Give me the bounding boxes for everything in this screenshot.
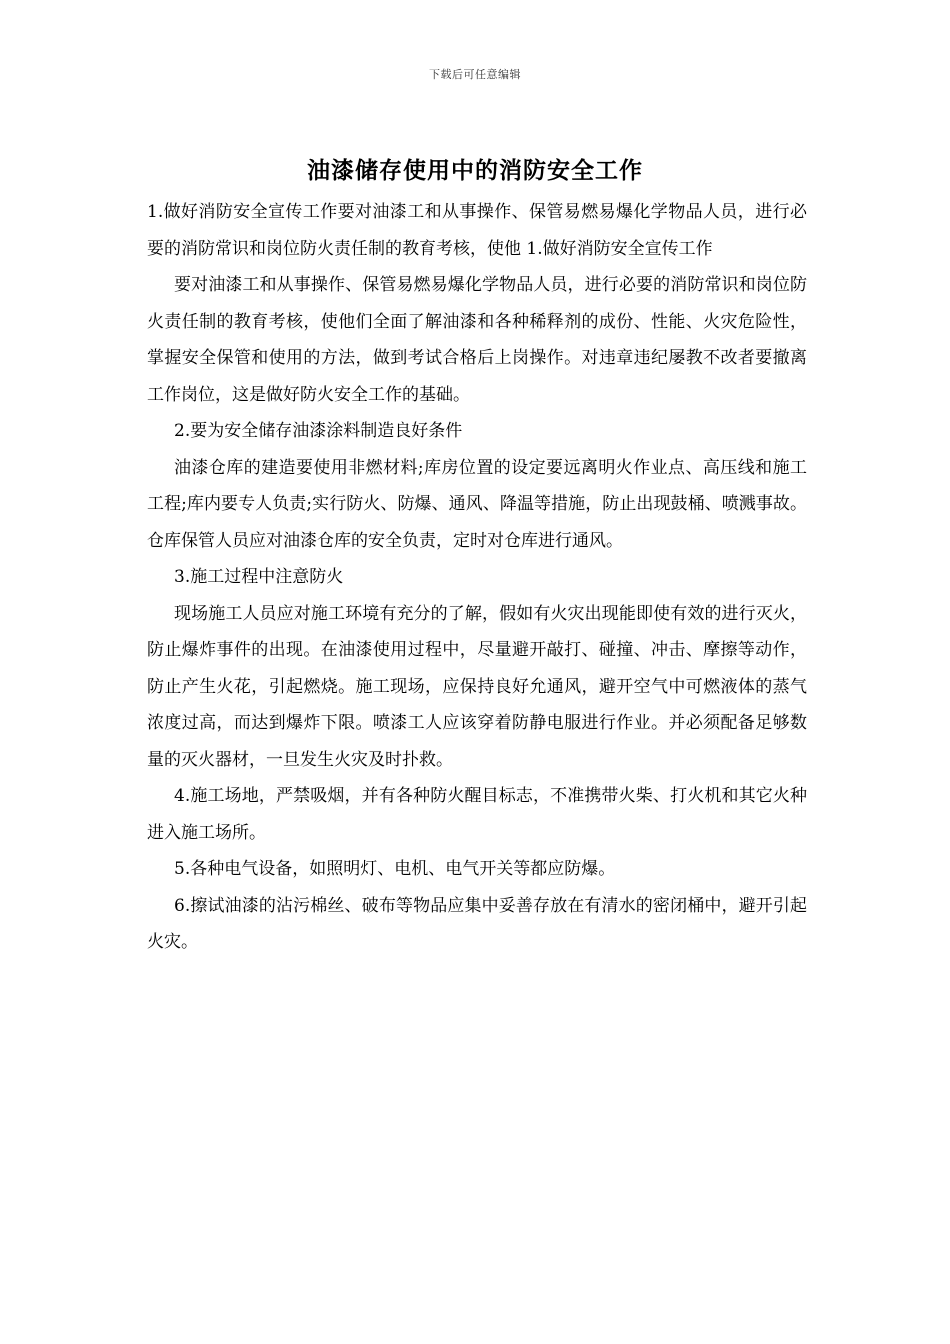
section-heading: 3.施工过程中注意防火	[174, 567, 344, 587]
header-note: 下载后可任意编辑	[429, 68, 521, 81]
paragraph: 现场施工人员应对施工环境有充分的了解，假如有火灾出现能即使有效的进行灭火，防止爆炸事件的出现。在油漆使用过程中，尽量避开敲打、碰撞、冲击、摩擦等动作，防止产生火花，引起燃烧。施工现场，应保持良好允通风，避开空气中可燃液体的蒸气浓度过高，而达到爆炸下限。喷漆工人应该穿着防静电服进行作业。并必须配备足够数量的灭火器材，一旦发生火灾及时扑救。	[147, 603, 807, 770]
document-body	[147, 194, 807, 961]
paragraph: 要对油漆工和从事操作、保管易燃易爆化学物品人员，进行必要的消防常识和岗位防火责任制的教育考核，使他们全面了解油漆和各种稀释剂的成份、性能、火灾危险性，掌握安全保管和使用的方法，做到考试合格后上岗操作。对违章违纪屡教不改者要撤离工作岗位，这是做好防火安全工作的基础。	[147, 275, 807, 405]
paragraph: 1.做好消防安全宣传工作要对油漆工和从事操作、保管易燃易爆化学物品人员，进行必要的消防常识和岗位防火责任制的教育考核，使他 1.做好消防安全宣传工作	[147, 202, 807, 259]
paragraph: 6.擦试油漆的沾污棉丝、破布等物品应集中妥善存放在有清水的密闭桶中，避开引起火灾。	[147, 895, 807, 952]
paragraph: 油漆仓库的建造要使用非燃材料;库房位置的设定要远离明火作业点、高压线和施工工程;库内要专人负责;实行防火、防爆、通风、降温等措施，防止出现鼓桶、喷溅事故。仓库保管人员应对油漆仓库的安全负责，定时对仓库进行通风。	[147, 457, 807, 551]
document-title: 油漆储存使用中的消防安全工作	[307, 157, 643, 184]
section-heading: 2.要为安全储存油漆涂料制造良好条件	[174, 421, 463, 441]
paragraph: 5.各种电气设备，如照明灯、电机、电气开关等都应防爆。	[174, 859, 616, 879]
paragraph: 4.施工场地，严禁吸烟，并有各种防火醒目标志，不准携带火柴、打火机和其它火种进入施工场所。	[147, 786, 807, 843]
